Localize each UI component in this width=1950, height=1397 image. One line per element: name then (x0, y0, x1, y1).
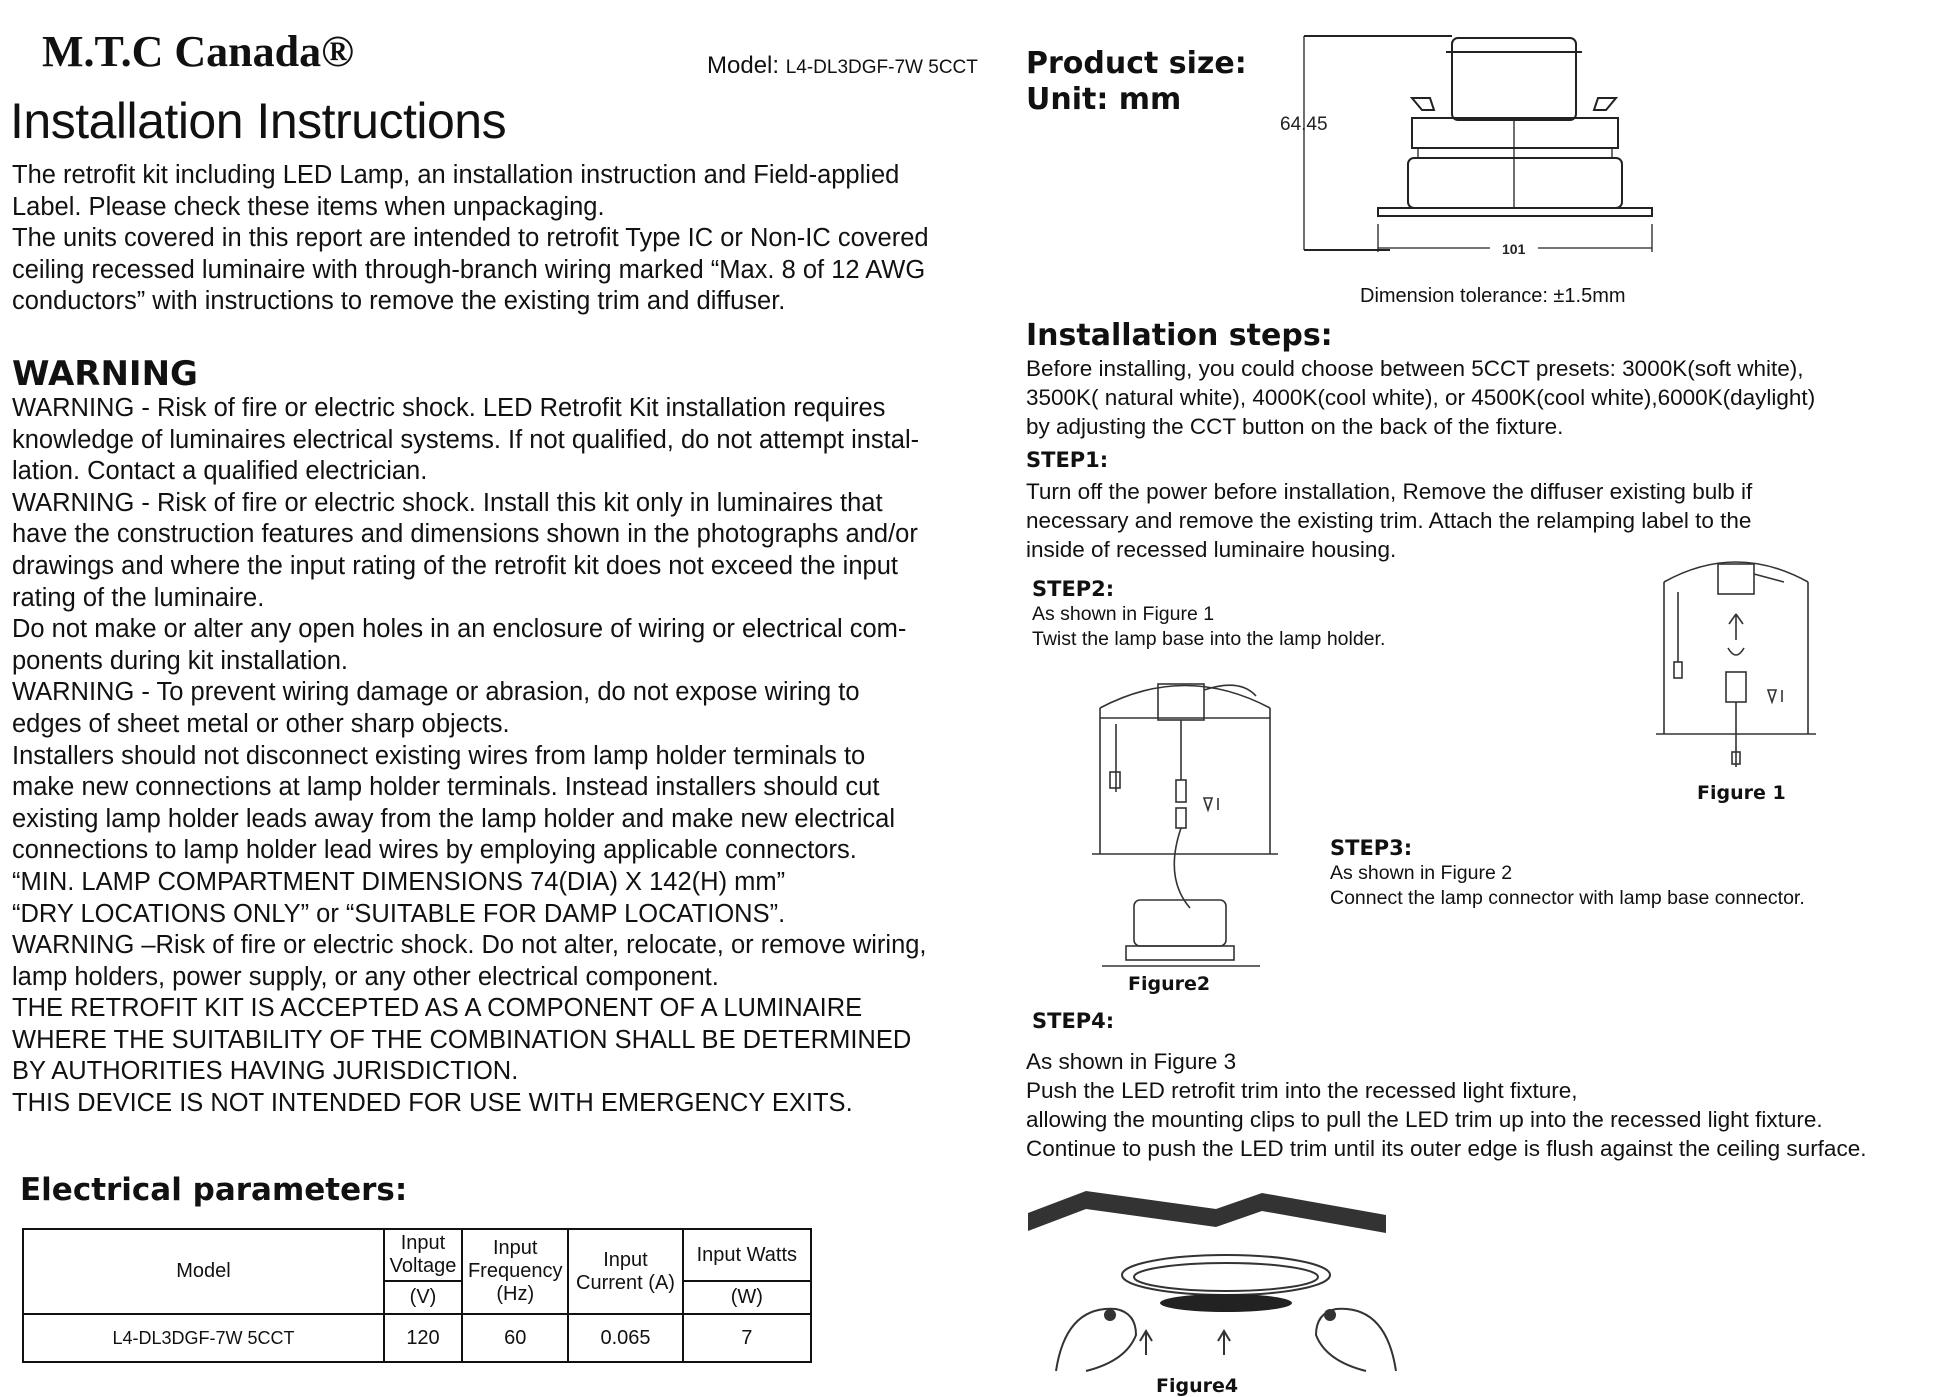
model-line (707, 52, 978, 80)
watts-unit: (W) (683, 1281, 811, 1314)
page-title: Installation Instructions (10, 93, 507, 149)
model-value: L4-DL3DGF-7W 5CCT (785, 57, 978, 78)
electrical-heading: Electrical parameters: (20, 1172, 408, 1208)
intro-line: The units covered in this report are intended to retrofit Type IC or Non-IC covered (12, 224, 929, 253)
warning-line: Do not make or alter any open holes in an enclosure of wiring or electrical com- (12, 615, 907, 644)
warning-line: WARNING - Risk of fire or electric shock. LED Retrofit Kit installation requires (12, 394, 886, 422)
warning-line: edges of sheet metal or other sharp objects. (12, 709, 510, 738)
step1-text (1026, 477, 1926, 564)
warning-line: lation. Contact a qualified electrician. (12, 457, 428, 486)
figure1-caption: Figure 1 (1697, 782, 1786, 804)
row-current: 0.065 (568, 1314, 682, 1362)
warning-line: BY AUTHORITIES HAVING JURISDICTION. (12, 1057, 519, 1086)
step1-line: Turn off the power before installation, Remove the diffuser existing bulb if (1026, 479, 1753, 504)
current-header: Input Current (A) (568, 1229, 682, 1314)
step4-line: Continue to push the LED trim until its outer edge is flush against the ceiling surface. (1026, 1136, 1867, 1161)
step2-line: Twist the lamp base into the lamp holder. (1032, 628, 1386, 650)
step3-text (1330, 861, 1805, 911)
model-header: Model (23, 1229, 384, 1314)
warning-line: drawings and where the input rating of the retrofit kit does not exceed the input (12, 551, 898, 580)
warning-line: Installers should not disconnect existing wires from lamp holder terminals to (12, 741, 866, 770)
step1-line: necessary and remove the existing trim. Attach the relamping label to the (1026, 508, 1752, 533)
warning-line: lamp holders, power supply, or any other electrical component. (12, 962, 719, 991)
product-size-heading (1026, 46, 1247, 118)
brand-logo: M.T.C Canada® (42, 27, 354, 76)
step1-line: inside of recessed luminaire housing. (1026, 537, 1397, 562)
step2-line: As shown in Figure 1 (1032, 603, 1215, 625)
step2-heading: STEP2: (1032, 577, 1115, 601)
warning-line: existing lamp holder leads away from the lamp holder and make new electrical (12, 804, 896, 833)
figure1-illustration (1656, 552, 1816, 782)
warning-line: WARNING - Risk of fire or electric shock. Install this kit only in luminaires that (12, 488, 883, 517)
warning-heading: WARNING (12, 354, 198, 394)
warning-line: “MIN. LAMP COMPARTMENT DIMENSIONS 74(DIA) X 142(H) mm” (12, 867, 786, 896)
pre-install-line: Before installing, you could choose between 5CCT presets: 3000K(soft white), (1026, 356, 1804, 381)
warning-line: WARNING - To prevent wiring damage or abrasion, do not expose wiring to (12, 678, 860, 707)
warning-text (12, 393, 992, 1120)
figure2-illustration (1080, 668, 1290, 968)
step1-heading: STEP1: (1026, 448, 1109, 472)
intro-paragraph (12, 160, 992, 318)
step4-line: As shown in Figure 3 (1026, 1049, 1237, 1074)
step2-text (1032, 602, 1385, 652)
width-dimension-label: 101 (1502, 241, 1526, 257)
step4-text (1026, 1047, 1946, 1163)
warning-line: WARNING –Risk of fire or electric shock. Do not alter, relocate, or remove wiring, (12, 931, 927, 960)
row-watts: 7 (683, 1314, 811, 1362)
intro-line: The retrofit kit including LED Lamp, an installation instruction and Field-applied (12, 161, 900, 189)
warning-line: “DRY LOCATIONS ONLY” or “SUITABLE FOR DAMP LOCATIONS”. (12, 899, 786, 928)
warning-line: make new connections at lamp holder terminals. Instead installers should cut (12, 773, 880, 802)
warning-line: rating of the luminaire. (12, 583, 265, 612)
step4-line: allowing the mounting clips to pull the LED trim up into the recessed light fixture. (1026, 1107, 1823, 1132)
row-model: L4-DL3DGF-7W 5CCT (23, 1314, 384, 1362)
warning-line: THIS DEVICE IS NOT INTENDED FOR USE WITH EMERGENCY EXITS. (12, 1089, 853, 1118)
voltage-header: Input Voltage (384, 1229, 462, 1281)
intro-line: ceiling recessed luminaire with through-branch wiring marked “Max. 8 of 12 AWG (12, 255, 926, 284)
model-label: Model: (707, 52, 780, 79)
figure4-illustration (1026, 1185, 1386, 1375)
figure2-caption: Figure2 (1128, 973, 1211, 995)
installation-steps-heading: Installation steps: (1026, 318, 1333, 353)
pre-install-line: 3500K( natural white), 4000K(cool white), or 4500K(cool white),6000K(daylight) (1026, 385, 1816, 410)
warning-line: connections to lamp holder lead wires by employing applicable connectors. (12, 836, 857, 865)
warning-line: have the construction features and dimensions shown in the photographs and/or (12, 520, 918, 549)
dimension-tolerance: Dimension tolerance: ±1.5mm (1360, 285, 1626, 307)
step4-line: Push the LED retrofit trim into the recessed light fixture, (1026, 1078, 1578, 1103)
row-frequency: 60 (462, 1314, 568, 1362)
voltage-unit: (V) (384, 1281, 462, 1314)
figure4-caption: Figure4 (1156, 1375, 1239, 1397)
row-voltage: 120 (384, 1314, 462, 1362)
watts-header: Input Watts (683, 1229, 811, 1281)
pre-install-note (1026, 354, 1946, 441)
warning-line: knowledge of luminaires electrical systems. If not qualified, do not attempt instal- (12, 425, 920, 454)
electrical-parameters-table (22, 1228, 812, 1363)
step3-line: Connect the lamp connector with lamp base connector. (1330, 887, 1805, 909)
intro-line: conductors” with instructions to remove the existing trim and diffuser. (12, 287, 786, 316)
warning-line: THE RETROFIT KIT IS ACCEPTED AS A COMPONENT OF A LUMINAIRE (12, 994, 863, 1023)
product-size-line: Product size: (1026, 46, 1247, 81)
frequency-header: Input Frequency (Hz) (462, 1229, 568, 1314)
intro-line: Label. Please check these items when unpackaging. (12, 192, 605, 221)
pre-install-line: by adjusting the CCT button on the back of the fixture. (1026, 414, 1564, 439)
step3-heading: STEP3: (1330, 836, 1413, 860)
step3-line: As shown in Figure 2 (1330, 862, 1513, 884)
warning-line: WHERE THE SUITABILITY OF THE COMBINATION SHALL BE DETERMINED (12, 1025, 912, 1054)
unit-line: Unit: mm (1026, 82, 1182, 117)
warning-line: ponents during kit installation. (12, 646, 348, 675)
step4-heading: STEP4: (1032, 1009, 1115, 1033)
height-dimension-label: 64.45 (1280, 114, 1328, 135)
product-dimension-drawing (1240, 20, 1680, 260)
